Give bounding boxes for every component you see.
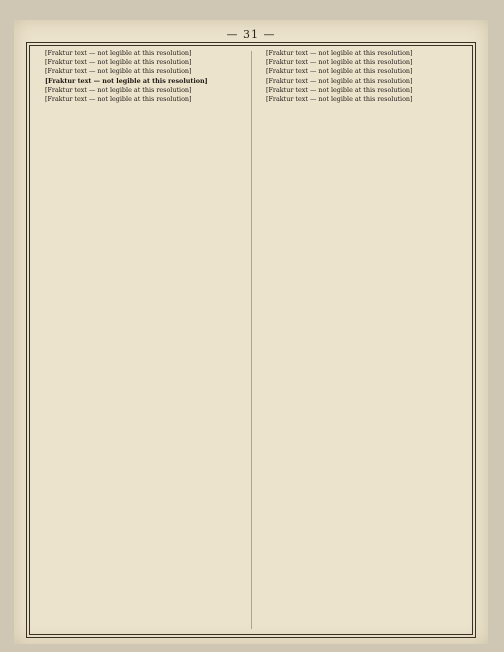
paragraph: [Fraktur text — not legible at this resolution] (45, 85, 192, 94)
paragraph: [Fraktur text — not legible at this resolution] (266, 67, 413, 76)
paragraph-bold: [Fraktur text — not legible at this resolution] (45, 76, 208, 85)
right-column (258, 49, 465, 631)
page-number: — 31 — (226, 28, 276, 41)
paragraph: [Fraktur text — not legible at this resolution] (45, 49, 192, 57)
left-column (37, 49, 244, 631)
book-page (14, 20, 488, 644)
paragraph: [Fraktur text — not legible at this resolution] (45, 67, 192, 76)
paragraph: [Fraktur text — not legible at this resolution] (45, 95, 192, 104)
page-border (26, 42, 476, 638)
paragraph: [Fraktur text — not legible at this resolution] (266, 58, 413, 67)
paragraph: [Fraktur text — not legible at this resolution] (266, 49, 413, 57)
text-columns (37, 49, 465, 631)
paragraph: [Fraktur text — not legible at this resolution] (266, 95, 413, 104)
paragraph: [Fraktur text — not legible at this resolution] (45, 58, 192, 67)
paragraph: [Fraktur text — not legible at this resolution] (266, 76, 413, 85)
paragraph: [Fraktur text — not legible at this resolution] (266, 85, 413, 94)
